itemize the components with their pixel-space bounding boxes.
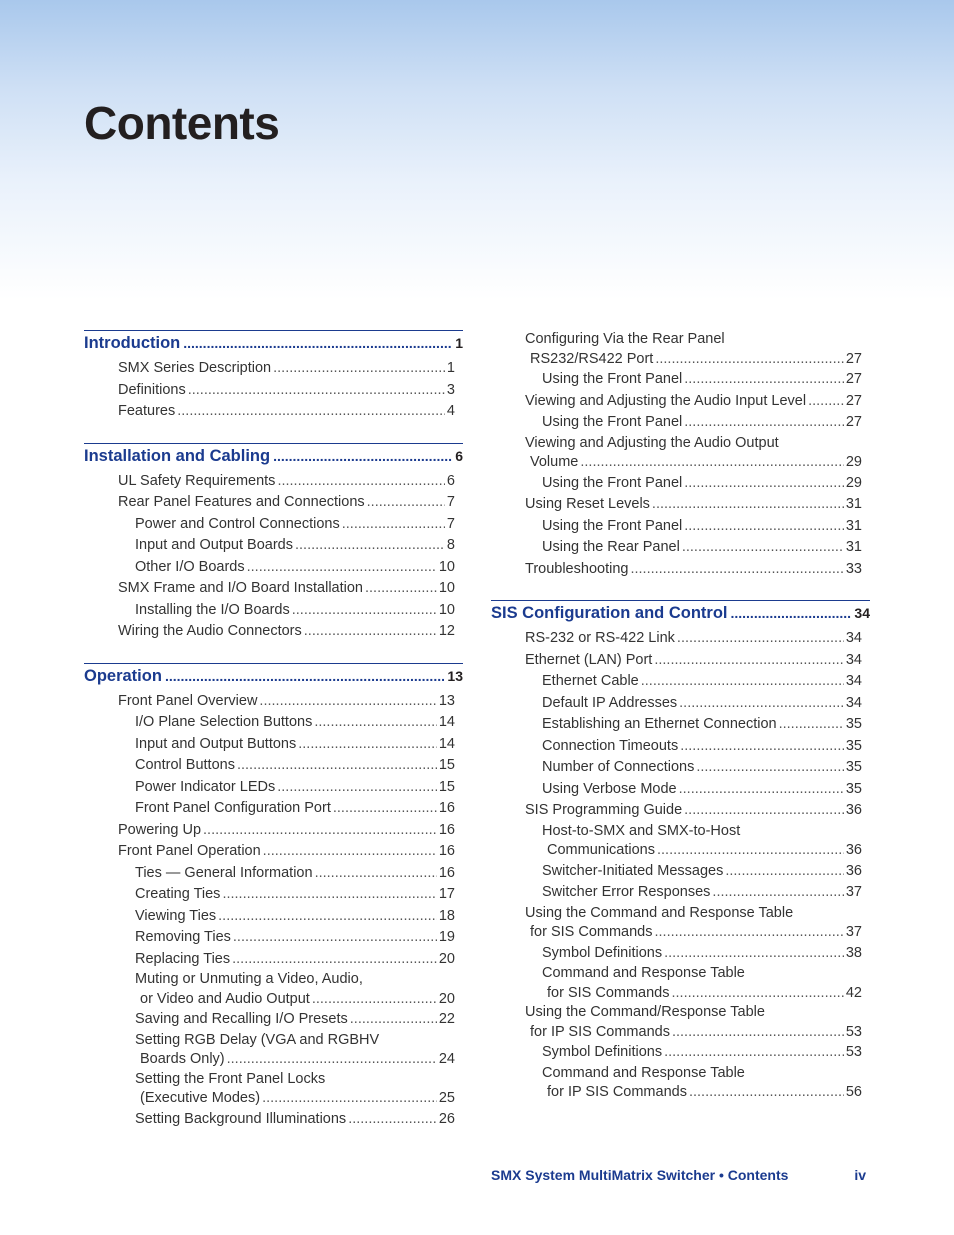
toc-entry[interactable]: SIS Programming Guide ..... 36 [491, 800, 870, 822]
section-label: Installation and Cabling [84, 446, 271, 465]
toc-entry[interactable]: Viewing Ties ..... 18 [84, 906, 463, 928]
section-page: 34 [854, 605, 870, 621]
toc-entry[interactable]: Front Panel Overview ..... 13 [84, 691, 463, 713]
toc-entry[interactable]: UL Safety Requirements ..... 6 [84, 471, 463, 493]
toc-entry[interactable]: Using the Command/Response Table for IP SIS Commands ..... 53 [491, 1003, 870, 1042]
toc-entry[interactable]: Muting or Unmuting a Video, Audio, or Video and Audio Output ..... 20 [84, 970, 463, 1009]
toc-entry[interactable]: Replacing Ties ..... 20 [84, 949, 463, 971]
toc-entry[interactable]: Switcher-Initiated Messages ..... 36 [491, 861, 870, 883]
toc-entry[interactable]: I/O Plane Selection Buttons ..... 14 [84, 712, 463, 734]
toc-entry[interactable]: Features ..... 4 [84, 401, 463, 423]
section-page: 1 [455, 335, 463, 351]
toc-entry[interactable]: Removing Ties ..... 19 [84, 927, 463, 949]
toc-entry[interactable]: SMX Frame and I/O Board Installation ..... 10 [84, 578, 463, 600]
toc-entry[interactable]: Control Buttons ..... 15 [84, 755, 463, 777]
toc-entry[interactable]: Using Reset Levels ..... 31 [491, 494, 870, 516]
header-gradient-band [0, 0, 954, 300]
toc-entry[interactable]: Switcher Error Responses ..... 37 [491, 882, 870, 904]
toc-entry[interactable]: Ethernet (LAN) Port ..... 34 [491, 650, 870, 672]
toc-entry[interactable]: Front Panel Configuration Port ..... 16 [84, 798, 463, 820]
toc-entry[interactable]: Viewing and Adjusting the Audio Output Volume ..... 29 [491, 434, 870, 473]
section-page: 13 [447, 667, 463, 684]
page-footer [491, 1167, 866, 1183]
toc-entry[interactable]: Saving and Recalling I/O Presets ..... 22 [84, 1009, 463, 1031]
toc-entry[interactable]: Creating Ties ..... 17 [84, 884, 463, 906]
toc-section-installation[interactable] [84, 443, 463, 467]
toc-entry[interactable]: Powering Up ..... 16 [84, 820, 463, 842]
toc-entry[interactable]: Connection Timeouts ..... 35 [491, 736, 870, 758]
footer-text: SMX System MultiMatrix Switcher • Contents [491, 1167, 789, 1183]
toc-entry[interactable]: Host-to-SMX and SMX-to-Host Communications ..... 36 [491, 822, 870, 861]
toc-entry[interactable]: Input and Output Buttons ..... 14 [84, 734, 463, 756]
toc-entry[interactable]: Ties — General Information ..... 16 [84, 863, 463, 885]
section-label: Introduction [84, 334, 181, 352]
toc-entry[interactable]: Rear Panel Features and Connections ..... 7 [84, 492, 463, 514]
toc-entry[interactable]: Input and Output Boards ..... 8 [84, 535, 463, 557]
section-label: Operation [84, 666, 162, 685]
toc-section-operation[interactable] [84, 663, 463, 687]
toc-entry[interactable]: Using Verbose Mode ..... 35 [491, 779, 870, 801]
footer-page-number: iv [854, 1167, 866, 1183]
toc-entry[interactable]: Using the Rear Panel ..... 31 [491, 537, 870, 559]
page-title: Contents [84, 97, 280, 149]
toc-entry[interactable]: Using the Front Panel ..... 27 [491, 369, 870, 391]
section-label: SIS Configuration and Control [491, 604, 728, 622]
toc-entry[interactable]: Troubleshooting ..... 33 [491, 559, 870, 581]
toc-entry[interactable]: Power and Control Connections ..... 7 [84, 514, 463, 536]
toc-entry[interactable]: Definitions ..... 3 [84, 380, 463, 402]
toc-entry[interactable]: Symbol Definitions ..... 53 [491, 1042, 870, 1064]
toc-entry[interactable]: Ethernet Cable ..... 34 [491, 671, 870, 693]
toc-entry[interactable]: Command and Response Table for SIS Commands ..... 42 [491, 964, 870, 1003]
toc-entry[interactable]: Setting Background Illuminations ..... 26 [84, 1109, 463, 1131]
toc-entry[interactable]: Configuring Via the Rear Panel RS232/RS422 Port ..... 27 [491, 330, 870, 369]
toc-entry[interactable]: Wiring the Audio Connectors ..... 12 [84, 621, 463, 643]
toc-entry[interactable]: Setting RGB Delay (VGA and RGBHV Boards Only) ..... 24 [84, 1031, 463, 1070]
toc-entry[interactable]: Viewing and Adjusting the Audio Input Level ..... 27 [491, 391, 870, 413]
toc-entry[interactable]: Default IP Addresses ..... 34 [491, 693, 870, 715]
section-page: 6 [455, 447, 463, 464]
toc-entry[interactable]: Setting the Front Panel Locks (Executive Modes) ..... 25 [84, 1070, 463, 1109]
toc-entry[interactable]: Command and Response Table for IP SIS Commands ..... 56 [491, 1064, 870, 1103]
toc-entry[interactable]: Using the Command and Response Table for SIS Commands ..... 37 [491, 904, 870, 943]
toc-entry[interactable]: Symbol Definitions ..... 38 [491, 943, 870, 965]
toc-entry[interactable]: Using the Front Panel ..... 29 [491, 473, 870, 495]
toc-entry[interactable]: Number of Connections ..... 35 [491, 757, 870, 779]
toc-right-column [491, 330, 870, 1103]
toc-left-column [84, 330, 463, 1130]
toc-entry[interactable]: SMX Series Description ..... 1 [84, 358, 463, 380]
toc-entry[interactable]: Power Indicator LEDs ..... 15 [84, 777, 463, 799]
toc-section-sis[interactable] [491, 600, 870, 624]
toc-entry[interactable]: Using the Front Panel ..... 27 [491, 412, 870, 434]
toc-entry[interactable]: Other I/O Boards ..... 10 [84, 557, 463, 579]
toc-entry[interactable]: RS-232 or RS-422 Link ..... 34 [491, 628, 870, 650]
toc-section-introduction[interactable] [84, 330, 463, 354]
toc-entry[interactable]: Using the Front Panel ..... 31 [491, 516, 870, 538]
toc-entry[interactable]: Establishing an Ethernet Connection ..... 35 [491, 714, 870, 736]
toc-entry[interactable]: Installing the I/O Boards ..... 10 [84, 600, 463, 622]
toc-entry[interactable]: Front Panel Operation ..... 16 [84, 841, 463, 863]
